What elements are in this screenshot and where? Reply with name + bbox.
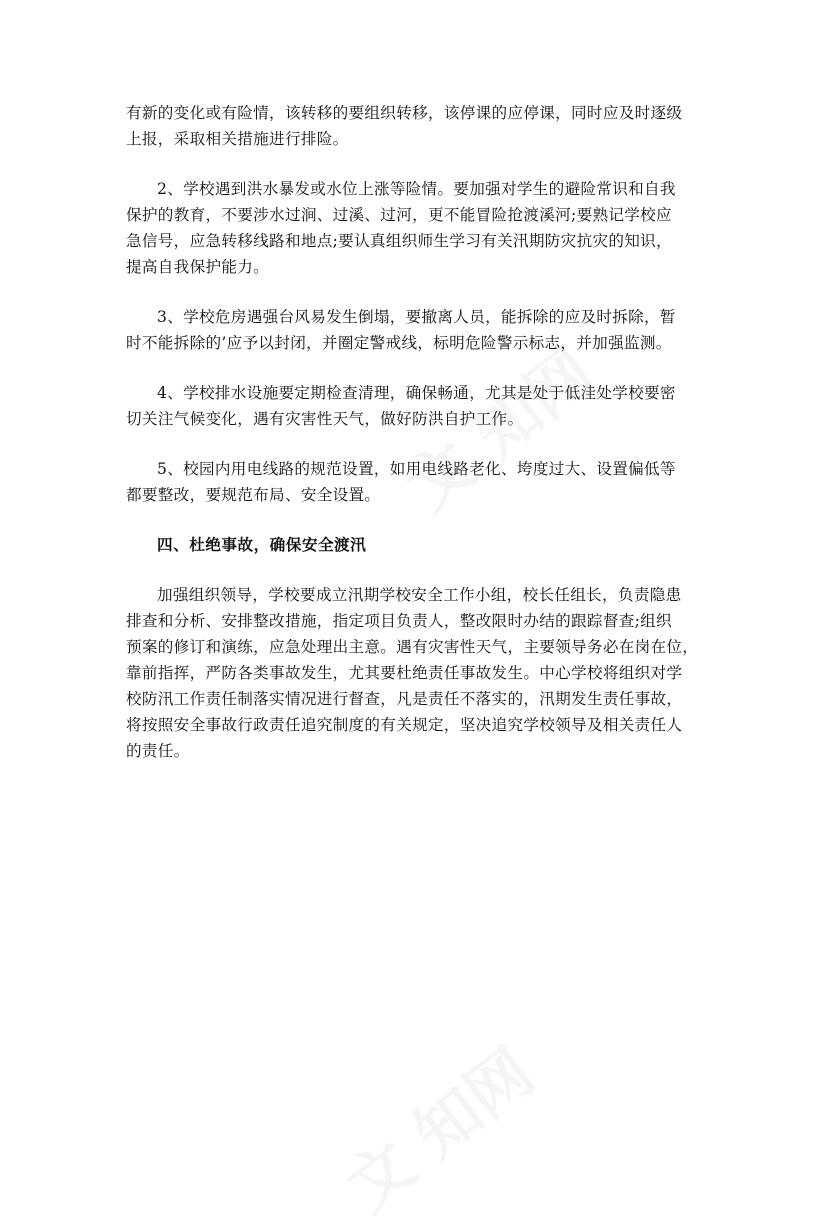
text-line: 校防汛工作责任制落实情况进行督查，凡是责任不落实的，汛期发生责任事故， <box>126 690 683 708</box>
text-line: 的责任。 <box>126 742 190 760</box>
section-heading: 四、杜绝事故，确保安全渡汛 <box>157 536 367 554</box>
text-line: 2、学校遇到洪水暴发或水位上涨等险情。要加强对学生的避险常识和自我 <box>157 180 676 198</box>
text-line: 时不能拆除的’应予以封闭，并圈定警戒线，标明危险警示标志，并加强监测。 <box>126 334 672 352</box>
paragraph-final <box>126 582 706 764</box>
text-line: 保护的教育，不要涉水过涧、过溪、过河，更不能冒险抢渡溪河;要熟记学校应 <box>126 206 672 224</box>
paragraph-item-2 <box>126 176 706 280</box>
paragraph-continuation <box>126 100 706 152</box>
text-line: 有新的变化或有险情，该转移的要组织转移，该停课的应停课，同时应及时逐级 <box>126 104 683 122</box>
text-line: 3、学校危房遇强台风易发生倒塌，要撤离人员，能拆除的应及时拆除，暂 <box>157 308 676 326</box>
paragraph-item-5 <box>126 456 706 508</box>
text-line: 切关注气候变化，遇有灾害性天气，做好防洪自护工作。 <box>126 410 524 428</box>
text-line: 上报，采取相关措施进行排险。 <box>126 130 349 148</box>
paragraph-item-3 <box>126 304 706 356</box>
paragraph-item-4 <box>126 380 706 432</box>
text-line: 将按照安全事故行政责任追究制度的有关规定，坚决追究学校领导及相关责任人 <box>126 716 683 734</box>
text-line: 排查和分析、安排整改措施，指定项目负责人，整改限时办结的跟踪督查;组织 <box>126 612 672 630</box>
text-line: 5、校园内用电线路的规范设置，如用电线路老化、垮度过大、设置偏低等 <box>157 460 676 478</box>
watermark <box>324 1024 549 1228</box>
text-line: 急信号，应急转移线路和地点;要认真组织师生学习有关汛期防灾抗灾的知识， <box>126 232 672 250</box>
text-line: 加强组织领导，学校要成立汛期学校安全工作小组，校长任组长，负责隐患 <box>157 586 682 604</box>
text-line: 都要整改，要规范布局、安全设置。 <box>126 486 381 504</box>
text-line: 提高自我保护能力。 <box>126 258 270 276</box>
text-line: 4、学校排水设施要定期检查清理，确保畅通，尤其是处于低洼处学校要密 <box>157 384 676 402</box>
text-line: 预案的修订和演练，应急处理出主意。遇有灾害性天气，主要领导务必在岗在位， <box>126 638 699 656</box>
document-body <box>126 100 706 764</box>
text-line: 靠前指挥，严防各类事故发生，尤其要杜绝责任事故发生。中心学校将组织对学 <box>126 664 683 682</box>
